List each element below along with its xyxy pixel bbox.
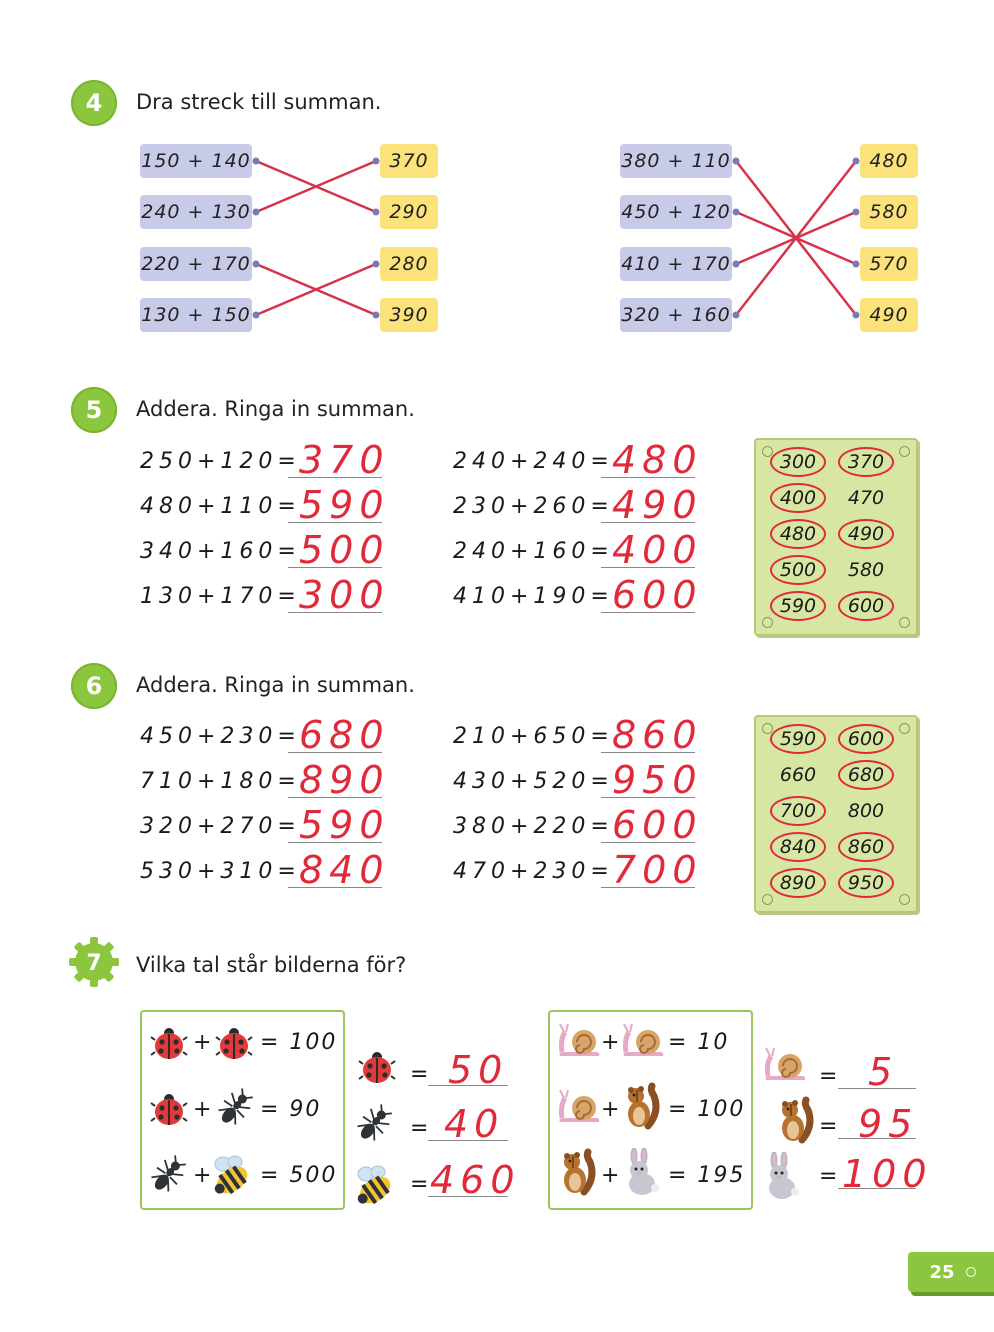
answer-field[interactable]: 5 [868, 1050, 899, 1094]
board-number[interactable]: 840 [770, 832, 826, 862]
task-6-badge [71, 663, 117, 709]
answer-board [754, 438, 918, 636]
board-number[interactable]: 700 [770, 796, 826, 826]
sum-text: 490 [869, 304, 909, 326]
answer-field[interactable]: 400 [612, 528, 703, 572]
task-6-title: Addera. Ringa in summan. [136, 673, 415, 697]
ladybug-icon [150, 1024, 188, 1062]
board-number[interactable]: 860 [838, 832, 894, 862]
chipmunk-icon [622, 1082, 662, 1130]
screw-icon [899, 617, 910, 628]
task-number: 5 [85, 396, 103, 424]
board-number[interactable]: 580 [847, 559, 885, 581]
equals-sign: = [410, 1062, 429, 1087]
task-number: 7 [86, 951, 102, 976]
expression-text: 410 + 170 [621, 253, 731, 275]
board-number[interactable]: 590 [770, 591, 826, 621]
connector-dot [373, 312, 380, 319]
answer-field[interactable]: 480 [612, 438, 703, 482]
sum-text: 570 [869, 253, 909, 275]
answer-field[interactable]: 500 [299, 528, 390, 572]
answer-field[interactable]: 840 [299, 848, 390, 892]
equation: 380+220= [453, 814, 614, 839]
equation: 210+650= [453, 724, 614, 749]
equation-result: = 90 [260, 1097, 322, 1122]
ant-icon [146, 1155, 188, 1197]
equation-result: = 10 [668, 1030, 730, 1055]
connector-dot [373, 209, 380, 216]
answer-field[interactable]: 370 [299, 438, 390, 482]
sum-text: 370 [389, 150, 429, 172]
screw-icon [899, 723, 910, 734]
rabbit-icon [762, 1152, 802, 1200]
task-5-badge [71, 387, 117, 433]
snail-icon [556, 1088, 602, 1128]
expression-text: 380 + 110 [621, 150, 731, 172]
board-number[interactable]: 600 [838, 591, 894, 621]
page-number: 25 [929, 1261, 955, 1283]
equals-sign: = [410, 1172, 429, 1197]
answer-field[interactable]: 460 [430, 1158, 521, 1202]
connector-dot [733, 209, 740, 216]
connector-dot [373, 261, 380, 268]
answer-field[interactable]: 590 [299, 803, 390, 847]
connector-dot [253, 209, 260, 216]
ladybug-icon [150, 1090, 188, 1128]
expression-text: 320 + 160 [621, 304, 731, 326]
answer-field[interactable]: 600 [612, 803, 703, 847]
equation: 470+230= [453, 859, 614, 884]
answer-field[interactable]: 300 [299, 573, 390, 617]
connector-dot [853, 209, 860, 216]
plus-sign: + [193, 1163, 212, 1188]
connector-dot [373, 158, 380, 165]
answer-field[interactable]: 490 [612, 483, 703, 527]
board-number[interactable]: 400 [770, 483, 826, 513]
snail-icon [620, 1022, 666, 1062]
connector-dot [253, 261, 260, 268]
equation: 240+240= [453, 449, 614, 474]
connector-dot [253, 158, 260, 165]
equation: 320+270= [140, 814, 301, 839]
task-7-gear-badge [68, 936, 120, 988]
answer-field[interactable]: 860 [612, 713, 703, 757]
equation: 340+160= [140, 539, 301, 564]
screw-icon [966, 1267, 976, 1277]
answer-field[interactable]: 890 [299, 758, 390, 802]
equation-result: = 100 [260, 1030, 338, 1055]
page-number-badge [908, 1252, 994, 1292]
task-4-title: Dra streck till summan. [136, 90, 382, 114]
answer-field[interactable]: 100 [842, 1152, 933, 1196]
plus-sign: + [601, 1030, 620, 1055]
equals-sign: = [819, 1064, 838, 1089]
sum-text: 390 [389, 304, 429, 326]
connector-dot [733, 261, 740, 268]
equation-result: = 195 [668, 1163, 746, 1188]
sum-text: 580 [869, 201, 909, 223]
expression-text: 450 + 120 [621, 201, 731, 223]
equation: 410+190= [453, 584, 614, 609]
equation: 230+260= [453, 494, 614, 519]
equation: 530+310= [140, 859, 301, 884]
board-number[interactable]: 590 [770, 724, 826, 754]
equation: 710+180= [140, 769, 301, 794]
sum-text: 280 [389, 253, 429, 275]
connector-dot [853, 261, 860, 268]
answer-field[interactable]: 600 [612, 573, 703, 617]
screw-icon [899, 446, 910, 457]
connector-dot [853, 312, 860, 319]
screw-icon [899, 894, 910, 905]
equals-sign: = [819, 1164, 838, 1189]
matching-lines [0, 0, 994, 360]
bee-icon [209, 1154, 255, 1198]
sum-text: 480 [869, 150, 909, 172]
task-number: 4 [85, 89, 103, 117]
snail-icon [556, 1022, 602, 1062]
sum-text: 290 [389, 201, 429, 223]
board-number[interactable]: 300 [770, 447, 826, 477]
ant-icon [352, 1104, 394, 1146]
snail-icon [762, 1046, 808, 1086]
bee-icon [352, 1164, 398, 1208]
equation: 250+120= [140, 449, 301, 474]
plus-sign: + [601, 1163, 620, 1188]
task-number: 6 [85, 672, 103, 700]
board-number[interactable]: 950 [838, 868, 894, 898]
board-number[interactable]: 470 [847, 487, 885, 509]
equation: 480+110= [140, 494, 301, 519]
plus-sign: + [601, 1097, 620, 1122]
board-number[interactable]: 680 [838, 760, 894, 790]
ladybug-icon [215, 1024, 253, 1062]
answer-field[interactable]: 95 [858, 1102, 919, 1146]
answer-field[interactable]: 590 [299, 483, 390, 527]
equation: 240+160= [453, 539, 614, 564]
equation: 130+170= [140, 584, 301, 609]
answer-field[interactable]: 950 [612, 758, 703, 802]
plus-sign: + [193, 1030, 212, 1055]
answer-field[interactable]: 40 [444, 1102, 505, 1146]
connector-dot [853, 158, 860, 165]
expression-text: 130 + 150 [141, 304, 251, 326]
board-number[interactable]: 480 [770, 519, 826, 549]
rabbit-icon [622, 1148, 662, 1196]
ant-icon [213, 1088, 255, 1130]
answer-board [754, 715, 918, 913]
answer-field[interactable]: 50 [448, 1048, 509, 1092]
expression-text: 240 + 130 [141, 201, 251, 223]
ladybug-icon [358, 1048, 396, 1086]
connector-dot [733, 158, 740, 165]
task-7-title: Vilka tal står bilderna för? [136, 953, 407, 977]
task-5-title: Addera. Ringa in summan. [136, 397, 415, 421]
board-number[interactable]: 800 [847, 800, 885, 822]
equals-sign: = [410, 1116, 429, 1141]
board-number[interactable]: 370 [838, 447, 894, 477]
equation-result: = 500 [260, 1163, 338, 1188]
connector-dot [733, 312, 740, 319]
equation: 430+520= [453, 769, 614, 794]
chipmunk-icon [776, 1096, 816, 1144]
answer-field[interactable]: 680 [299, 713, 390, 757]
board-number[interactable]: 600 [838, 724, 894, 754]
answer-field[interactable]: 700 [612, 848, 703, 892]
board-number[interactable]: 890 [770, 868, 826, 898]
expression-text: 150 + 140 [141, 150, 251, 172]
board-number[interactable]: 490 [838, 519, 894, 549]
chipmunk-icon [558, 1148, 598, 1196]
equation-result: = 100 [668, 1097, 746, 1122]
board-number[interactable]: 500 [770, 555, 826, 585]
expression-text: 220 + 170 [141, 253, 251, 275]
screw-icon [762, 617, 773, 628]
board-number[interactable]: 660 [779, 764, 817, 786]
screw-icon [762, 894, 773, 905]
connector-dot [253, 312, 260, 319]
plus-sign: + [193, 1097, 212, 1122]
equals-sign: = [819, 1114, 838, 1139]
equation: 450+230= [140, 724, 301, 749]
